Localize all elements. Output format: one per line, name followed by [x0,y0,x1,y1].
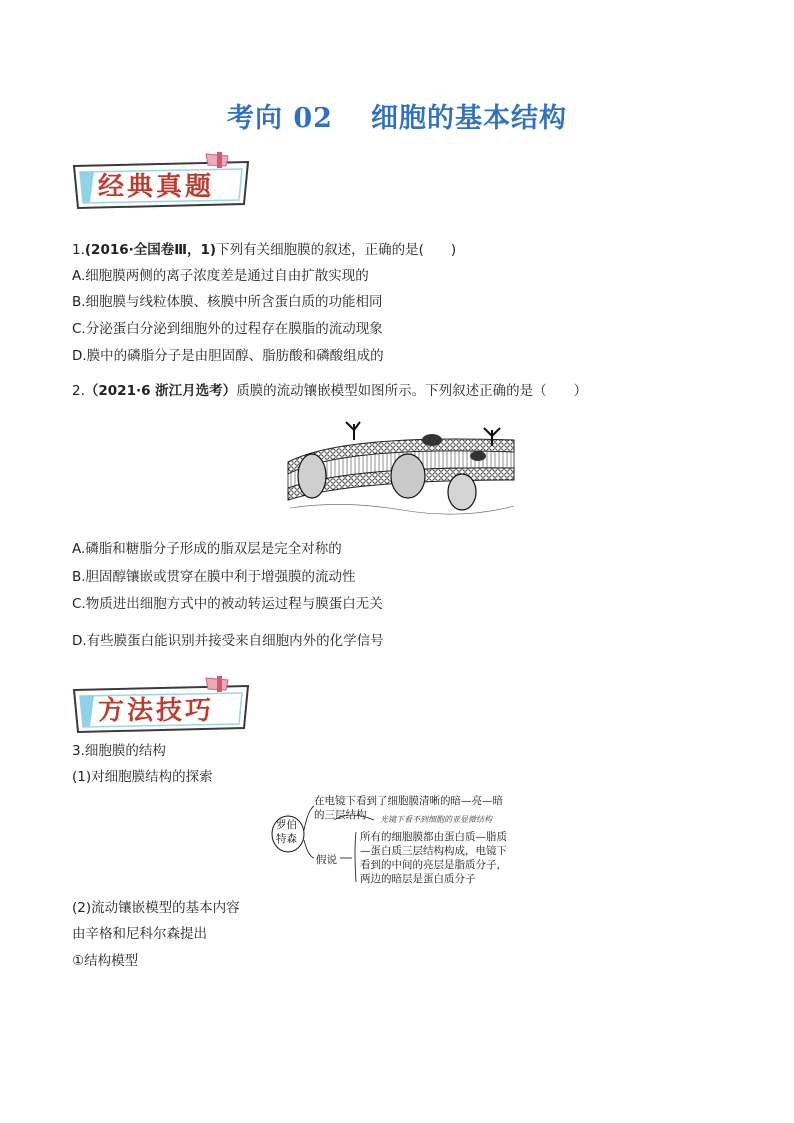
branch2-line1: 所有的细胞膜都由蛋白质—脂质 [360,831,507,843]
q3-sub2: (2)流动镶嵌模型的基本内容 [72,900,240,916]
q1-stem-text: 下列有关细胞膜的叙述，正确的是( ) [216,242,457,258]
branch2-line3: 看到的中间的亮层是脂质分子， [360,859,507,871]
q1-option-c: C.分泌蛋白分泌到细胞外的过程存在膜脂的流动现象 [72,321,383,337]
fluid-mosaic-figure [282,418,518,518]
banner-classic-text: 经典真题 [98,172,215,202]
section-banner-method [66,676,256,734]
branch2-line4: 两边的暗层是蛋白质分子 [360,873,476,885]
diagram-center-line1: 罗伯 [276,819,297,831]
q2-option-c: C.物质进出细胞方式中的被动转运过程与膜蛋白无关 [72,596,383,612]
diagram-handwritten-note: 光镜下看不到细胞的亚显微结构 [380,815,492,824]
title-main: 细胞的基本结构 [370,103,567,134]
q3-sub1: (1)对细胞膜结构的探索 [72,769,213,785]
q2-stem-text: 质膜的流动镶嵌模型如图所示。下列叙述正确的是（ ） [236,383,588,399]
q3-heading: 3.细胞膜的结构 [72,743,166,759]
page-title [0,96,794,135]
title-prefix: 考向 02 [227,103,333,134]
q2-option-d: D.有些膜蛋白能识别并接受来自细胞内外的化学信号 [72,633,384,649]
q1-option-d: D.膜中的磷脂分子是由胆固醇、脂肪酸和磷酸组成的 [72,348,384,364]
branch1-line1: 在电镜下看到了细胞膜清晰的暗—亮—暗 [314,795,503,807]
section-banner-classic [66,152,256,210]
diagram-center-line2: 特森 [276,833,297,845]
branch1-line2: 的三层结构 [314,809,367,821]
q1-stem [72,240,456,260]
q2-option-a: A.磷脂和糖脂分子形成的脂双层是完全对称的 [72,541,342,557]
q2-number: 2. [72,383,85,399]
branch2-line2: —蛋白质三层结构构成，电镜下 [360,845,507,857]
diagram-branch-hypothesis [360,830,507,886]
q2-source: （2021·6 浙江月选考） [84,383,237,399]
q1-option-a: A.细胞膜两侧的离子浓度差是通过自由扩散实现的 [72,268,369,284]
q3-sub3: ①结构模型 [72,953,139,969]
q2-stem [72,381,587,401]
q1-source: (2016·全国卷Ⅲ，1) [84,242,217,258]
q1-number: 1. [72,242,85,258]
q3-proposers: 由辛格和尼科尔森提出 [72,926,207,942]
q2-option-b: B.胆固醇镶嵌或贯穿在膜中利于增强膜的流动性 [72,569,356,585]
robertson-diagram [270,792,540,890]
banner-method-text: 方法技巧 [98,696,215,726]
diagram-hypothesis-label: 假说 [316,854,337,866]
diagram-center-node [276,818,297,846]
q1-option-b: B.细胞膜与线粒体膜、核膜中所含蛋白质的功能相同 [72,294,383,310]
